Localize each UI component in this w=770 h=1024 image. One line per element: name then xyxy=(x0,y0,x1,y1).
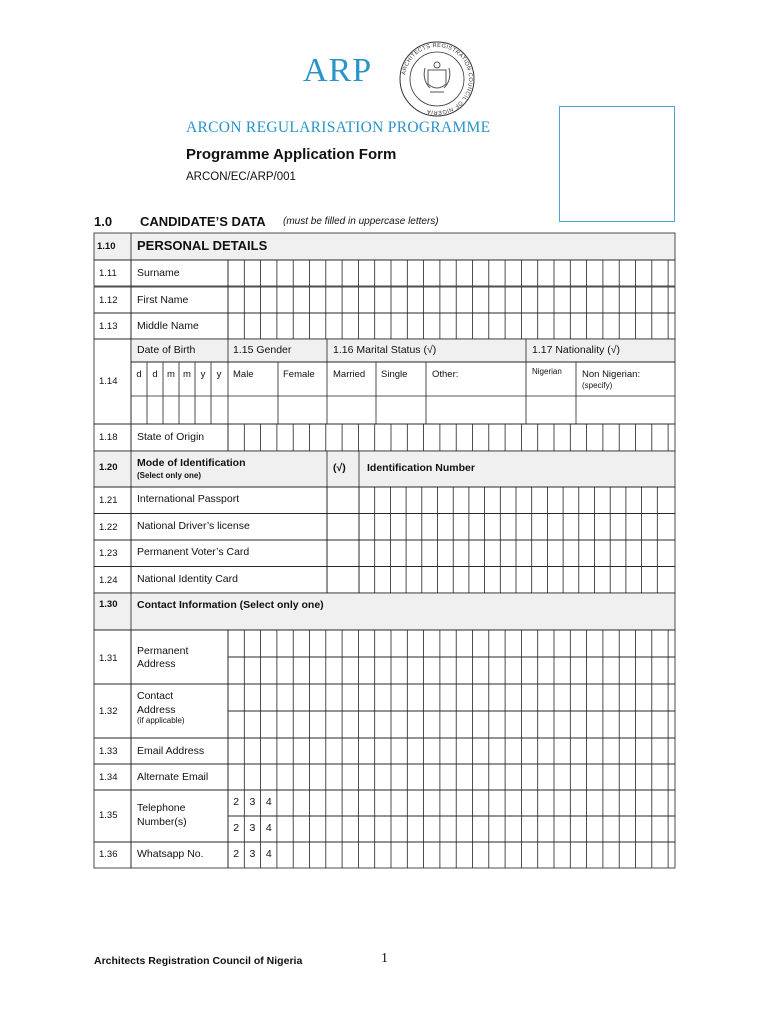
permanent-address-label-2: Address xyxy=(137,658,176,670)
contact-address-line-2[interactable] xyxy=(228,711,675,738)
alt-email-label: Alternate Email xyxy=(137,771,209,783)
permanent-address-label: Permanent xyxy=(137,645,189,657)
id-select-checkbox[interactable] xyxy=(327,514,359,541)
email-label: Email Address xyxy=(137,745,205,757)
id-mode-number: 1.21 xyxy=(99,495,118,506)
permanent-address-line-2[interactable] xyxy=(228,657,675,684)
telephone-input[interactable] xyxy=(228,790,675,816)
state-of-origin-number: 1.18 xyxy=(99,432,118,443)
programme-name: ARCON REGULARISATION PROGRAMME xyxy=(186,119,491,136)
form-title: Programme Application Form xyxy=(186,146,397,163)
section-number: 1.0 xyxy=(94,214,113,229)
id-select-checkbox[interactable] xyxy=(327,487,359,514)
telephone-label-2: Number(s) xyxy=(137,816,187,828)
marital-status-label: 1.16 Marital Status (√) xyxy=(333,344,437,356)
telephone-prefix-digit: 3 xyxy=(249,796,256,808)
footer-organisation: Architects Registration Council of Nigeria xyxy=(94,955,303,967)
dob-row-number: 1.14 xyxy=(99,376,118,387)
contact-address-label-2: Address xyxy=(137,704,176,716)
middle-name-number: 1.13 xyxy=(99,321,118,332)
form-code: ARCON/EC/ARP/001 xyxy=(186,171,296,183)
identification-title: Mode of Identification xyxy=(137,457,246,469)
page-number: 1 xyxy=(381,951,388,966)
state-of-origin-label: State of Origin xyxy=(137,431,205,443)
section-note: (must be filled in uppercase letters) xyxy=(283,216,439,227)
whatsapp-prefix-digit: 2 xyxy=(233,848,240,860)
seal-text: ARCHITECTS REGISTRATION COUNCIL OF NIGERIA xyxy=(401,42,474,116)
contact-address-note: (if applicable) xyxy=(137,716,185,725)
marital-single-option: Single xyxy=(381,369,408,380)
id-select-checkbox[interactable] xyxy=(327,567,359,594)
surname-number: 1.11 xyxy=(99,268,117,279)
whatsapp-input[interactable] xyxy=(228,842,675,868)
email-number: 1.33 xyxy=(99,746,118,757)
contact-address-line-1[interactable] xyxy=(228,684,675,711)
surname-input[interactable] xyxy=(228,260,675,286)
identification-check-header: (√) xyxy=(333,462,346,474)
whatsapp-prefix-digit: 4 xyxy=(265,848,272,860)
telephone-number: 1.35 xyxy=(99,810,118,821)
dob-char-label: d xyxy=(152,369,158,380)
nationality-nigerian-option: Nigerian xyxy=(532,367,562,376)
contact-info-title: Contact Information (Select only one) xyxy=(137,599,324,611)
telephone-prefix-digit: 4 xyxy=(265,796,272,808)
gender-male-option: Male xyxy=(233,369,254,380)
telephone-prefix-digit: 2 xyxy=(233,796,240,808)
gender-female-option: Female xyxy=(283,369,315,380)
telephone-prefix-digit: 4 xyxy=(265,822,272,834)
id-mode-number: 1.23 xyxy=(99,548,118,559)
first-name-number: 1.12 xyxy=(99,295,118,306)
whatsapp-number: 1.36 xyxy=(99,849,118,860)
dob-label: Date of Birth xyxy=(137,344,196,356)
whatsapp-prefix-digit: 3 xyxy=(249,848,256,860)
nationality-specify-note: (specify) xyxy=(582,381,613,390)
dob-char-label: y xyxy=(216,369,222,380)
id-mode-label: Permanent Voter’s Card xyxy=(137,546,250,558)
id-mode-label: National Identity Card xyxy=(137,572,238,585)
telephone-input[interactable] xyxy=(228,816,675,842)
alt-email-number: 1.34 xyxy=(99,772,118,783)
id-mode-number: 1.24 xyxy=(99,574,118,586)
identification-subtitle: (Select only one) xyxy=(137,471,202,480)
first-name-label: First Name xyxy=(137,294,189,306)
id-mode-label: National Driver’s license xyxy=(137,519,250,532)
middle-name-label: Middle Name xyxy=(137,320,199,332)
nationality-non-nigerian-option: Non Nigerian: xyxy=(582,369,641,380)
id-mode-label: International Passport xyxy=(137,493,240,505)
dob-char-label: d xyxy=(136,369,142,380)
gender-label: 1.15 Gender xyxy=(233,344,292,356)
telephone-prefix-digit: 3 xyxy=(249,822,256,834)
contact-address-label: Contact xyxy=(137,690,174,702)
middle-name-input[interactable] xyxy=(228,313,675,339)
section-title: CANDIDATE’S DATA xyxy=(140,214,266,229)
identification-number: 1.20 xyxy=(99,462,118,473)
nationality-label: 1.17 Nationality (√) xyxy=(532,344,621,356)
telephone-prefix-digit: 2 xyxy=(233,822,240,834)
dob-char-label: y xyxy=(200,369,206,380)
first-name-input[interactable] xyxy=(228,287,675,313)
id-select-checkbox[interactable] xyxy=(327,540,359,567)
alt-email-input[interactable] xyxy=(228,764,675,790)
contact-info-number: 1.30 xyxy=(99,599,118,610)
identification-number-header: Identification Number xyxy=(367,462,475,474)
personal-details-number: 1.10 xyxy=(97,241,116,252)
marital-other-option: Other: xyxy=(432,369,459,380)
personal-details-title: PERSONAL DETAILS xyxy=(137,238,268,253)
whatsapp-label: Whatsapp No. xyxy=(137,848,204,860)
permanent-address-number: 1.31 xyxy=(99,653,118,664)
id-mode-number: 1.22 xyxy=(99,521,118,533)
email-input[interactable] xyxy=(228,738,675,764)
marital-married-option: Married xyxy=(333,369,366,380)
permanent-address-line-1[interactable] xyxy=(228,630,675,657)
telephone-label: Telephone xyxy=(137,802,186,814)
contact-address-number: 1.32 xyxy=(99,706,118,717)
dob-char-label: m xyxy=(183,369,191,380)
dob-char-label: m xyxy=(167,369,175,380)
state-of-origin-input[interactable] xyxy=(228,424,675,451)
surname-label: Surname xyxy=(137,267,180,279)
arp-logo-text: ARP xyxy=(303,52,373,89)
